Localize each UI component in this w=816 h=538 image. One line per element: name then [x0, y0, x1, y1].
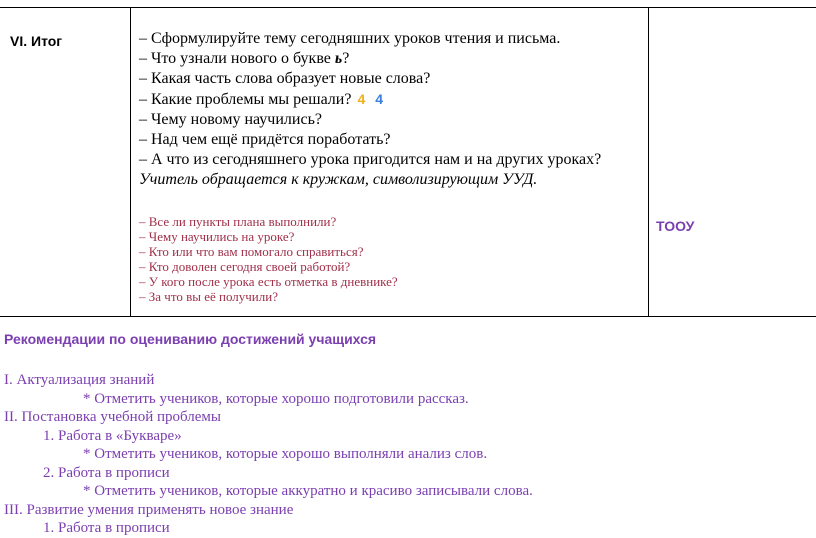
section-heading: III. Развитие умения применять новое знание: [4, 501, 294, 518]
uud-label: ТООУ: [656, 218, 695, 234]
question-text: – Какие проблемы мы решали?: [139, 91, 352, 108]
question-line: [139, 89, 649, 110]
question-line: – Какая часть слова образует новые слова?: [139, 70, 431, 87]
question-mark: ?: [342, 50, 350, 67]
stage-title: VI. Итог: [10, 33, 63, 49]
questions-cell: [139, 29, 649, 190]
lesson-table: [0, 7, 816, 317]
reflection-line: – За что вы её получили?: [139, 289, 278, 304]
reflection-line: – Кто или что вам помогало справиться?: [139, 244, 364, 259]
recommendation-item: * Отметить учеников, которые хорошо выполняли анализ слов.: [83, 446, 488, 462]
reflection-line: – Чему научились на уроке?: [139, 229, 295, 244]
section-heading: I. Актуализация знаний: [4, 372, 155, 388]
subsection-heading: 2. Работа в прописи: [43, 464, 170, 481]
reflection-line: – У кого после урока есть отметка в дневнике?: [139, 274, 398, 289]
recommendation-item: * Отметить учеников, которые аккуратно и красиво записывали слова.: [83, 483, 533, 499]
subsection-heading: 1. Работа в «Букваре»: [43, 427, 182, 444]
reflection-line: – Все ли пункты плана выполнили?: [139, 214, 337, 229]
recommendations-title: Рекомендации по оцениванию достижений учащихся: [4, 331, 377, 347]
question-text: – Что узнали нового о букве: [139, 50, 331, 67]
question-line: [139, 49, 649, 69]
letter-soft-sign: ь: [334, 50, 343, 67]
question-line: – А что из сегодняшнего урока пригодится нам и на других уроках?: [139, 151, 602, 168]
question-line: – Над чем ещё придётся поработать?: [139, 131, 391, 148]
subsection-heading: 1. Работа в прописи: [43, 520, 170, 536]
question-line: – Сформулируйте тему сегодняшних уроков чтения и письма.: [139, 30, 561, 47]
recommendations-list: [0, 371, 816, 538]
teacher-note: Учитель обращается к кружкам, символизирующим УУД.: [139, 171, 538, 188]
question-line: – Чему новому научились?: [139, 111, 322, 128]
marker-blue: 4: [375, 91, 384, 107]
reflection-line: – Кто доволен сегодня своей работой?: [139, 259, 351, 274]
section-heading: II. Постановка учебной проблемы: [4, 409, 221, 425]
table-column-divider: [130, 8, 131, 316]
recommendation-item: * Отметить учеников, которые хорошо подготовили рассказ.: [83, 390, 469, 407]
marker-yellow: 4: [357, 91, 366, 107]
reflection-questions: [139, 214, 649, 304]
